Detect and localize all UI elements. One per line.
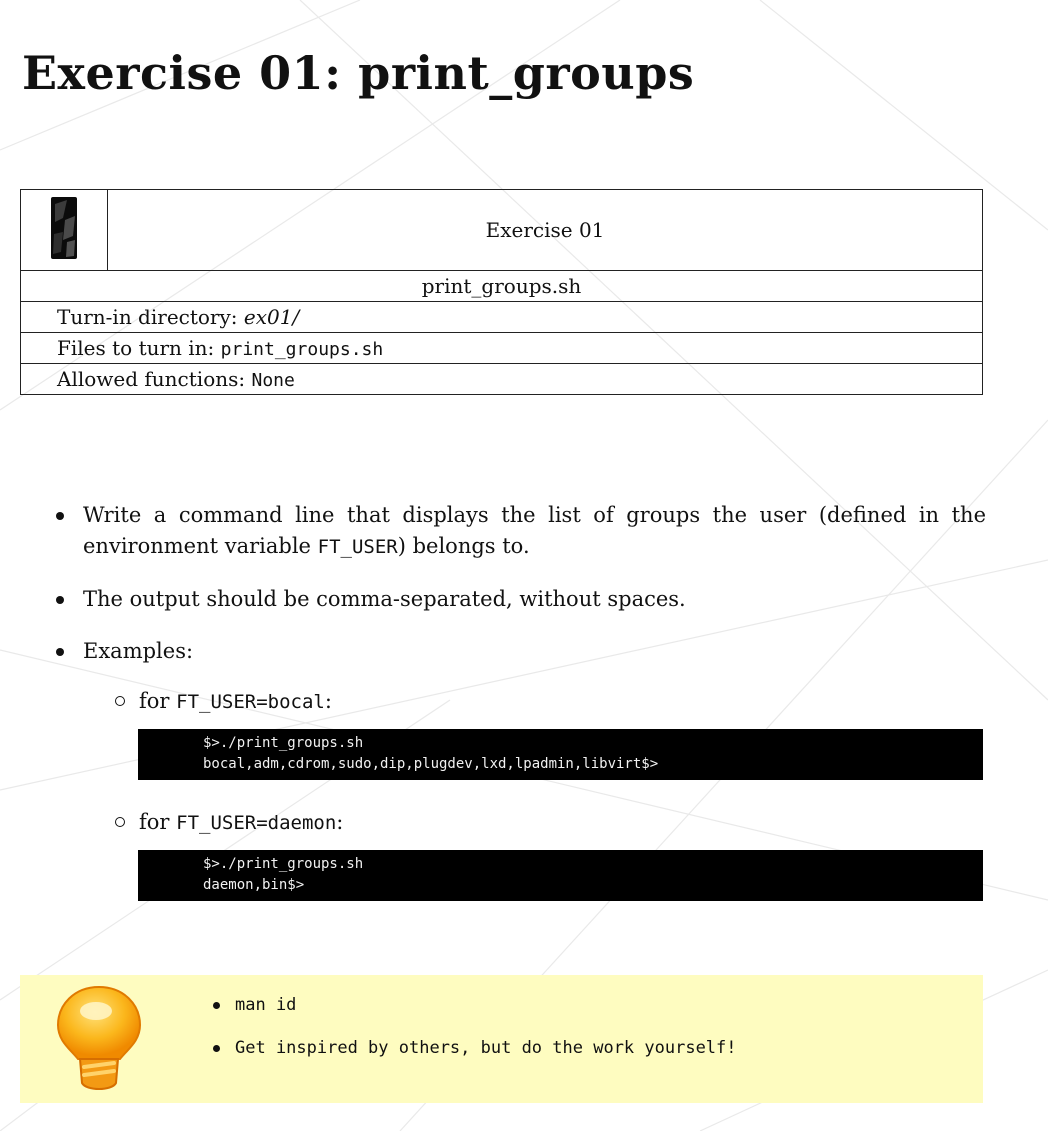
env-variable-code: FT_USER [317, 536, 398, 558]
hint-text: Get inspired by others, but do the work yourself! [235, 1038, 737, 1058]
circle-bullet-icon [115, 696, 125, 706]
logo-cell [21, 190, 108, 271]
hint-box [20, 975, 983, 1103]
lightbulb-icon [54, 983, 144, 1095]
instruction-text: Write a command line that displays the list of groups the user (defined in the environment variable [83, 503, 986, 558]
code-line: $>./print_groups.sh [203, 735, 364, 751]
instruction-item [56, 584, 986, 615]
example-label [115, 689, 332, 713]
hint-list [213, 993, 737, 1079]
example-label-code: FT_USER=daemon [176, 812, 337, 834]
files-value: print_groups.sh [220, 339, 384, 360]
instruction-item [56, 500, 986, 563]
bullet-icon [56, 596, 64, 604]
example-label-suffix: : [324, 689, 332, 713]
bullet-icon [213, 1002, 220, 1009]
hint-item [213, 993, 737, 1017]
bullet-icon [56, 648, 64, 656]
exercise-header-table [20, 189, 983, 395]
instruction-text: The output should be comma-separated, without spaces. [83, 587, 686, 611]
example-label-code: FT_USER=bocal [176, 691, 325, 713]
example-label [115, 810, 343, 834]
page-title: Exercise 01: print_groups [22, 46, 695, 100]
example-label-prefix: for [139, 810, 177, 834]
instruction-item [56, 636, 986, 667]
bullet-icon [213, 1045, 220, 1052]
files-to-turn-in-row [21, 333, 983, 364]
code-block [138, 729, 983, 780]
example-label-suffix: : [336, 810, 344, 834]
exercise-number-cell: Exercise 01 [108, 190, 983, 271]
instruction-text: Examples: [83, 639, 194, 663]
hint-text: man id [235, 995, 297, 1015]
circle-bullet-icon [115, 817, 125, 827]
turnin-label: Turn-in directory: [57, 305, 238, 329]
allowed-value: None [251, 370, 295, 391]
turnin-value: ex01/ [243, 305, 300, 329]
code-line: bocal,adm,cdrom,sudo,dip,plugdev,lxd,lpadmin,libvirt$> [203, 756, 659, 772]
example-label-prefix: for [139, 689, 177, 713]
allowed-functions-row [21, 364, 983, 395]
code-line: daemon,bin$> [203, 877, 305, 893]
code-line: $>./print_groups.sh [203, 856, 364, 872]
hint-item [213, 1036, 737, 1060]
turnin-directory-row [21, 302, 983, 333]
school-logo-icon [49, 196, 79, 260]
code-block [138, 850, 983, 901]
instruction-text-end: ) belongs to. [397, 534, 530, 558]
instruction-list [56, 500, 986, 688]
files-label: Files to turn in: [57, 336, 215, 360]
bullet-icon [56, 512, 64, 520]
filename-cell: print_groups.sh [21, 271, 983, 302]
allowed-label: Allowed functions: [57, 367, 246, 391]
